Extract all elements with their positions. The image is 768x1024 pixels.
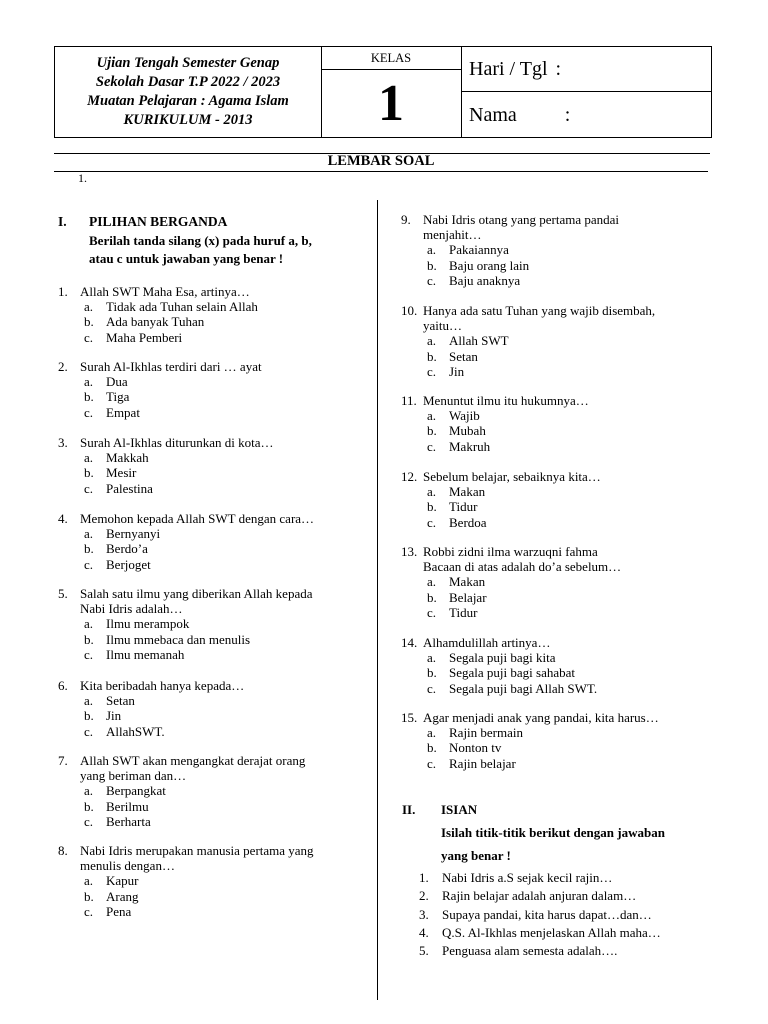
exam-info-line: KURIKULUM - 2013: [123, 112, 253, 128]
option-letter: c.: [84, 329, 94, 345]
answer-option[interactable]: [84, 873, 384, 888]
option-letter: a.: [427, 408, 437, 424]
option-text: Mubah: [449, 423, 486, 439]
option-letter: a.: [84, 526, 94, 542]
section-2-instruction: yang benar !: [441, 848, 511, 863]
question-text: Bacaan di atas adalah do’a sebelum…: [423, 559, 622, 575]
option-letter: b.: [427, 348, 437, 364]
option-letter: b.: [84, 541, 94, 557]
option-text: Ilmu memanah: [106, 646, 185, 662]
question-number: 15.: [401, 710, 418, 725]
answer-option[interactable]: [84, 374, 384, 389]
option-letter: c.: [84, 480, 94, 496]
question-text: Surah Al-Ikhlas diturunkan di kota…: [80, 435, 274, 450]
title-rule-bottom: [54, 171, 708, 172]
option-letter: a.: [427, 484, 437, 500]
option-text: Ilmu mmebaca dan menulis: [106, 631, 251, 647]
option-text: Baju anaknya: [449, 272, 521, 288]
answer-option[interactable]: [427, 499, 727, 514]
answer-option[interactable]: [84, 693, 384, 708]
option-text: Tidak ada Tuhan selain Allah: [106, 299, 258, 315]
question-number: 2.: [58, 359, 68, 374]
fill-in-text: Rajin belajar adalah anjuran dalam…: [442, 888, 637, 904]
kelas-label: KELAS: [321, 47, 461, 70]
question-number: 1.: [58, 284, 68, 299]
option-text: Makruh: [449, 438, 491, 454]
answer-option[interactable]: [427, 740, 727, 755]
option-text: Tidur: [449, 499, 478, 515]
option-letter: b.: [84, 888, 94, 904]
kelas-cell: [321, 47, 462, 137]
option-text: Nonton tv: [449, 740, 502, 756]
option-letter: a.: [427, 574, 437, 590]
answer-option[interactable]: [427, 590, 727, 605]
question-number: 5.: [58, 586, 68, 601]
option-text: Berdoa: [449, 514, 487, 530]
option-text: Arang: [106, 888, 139, 904]
fill-in-number: 4.: [419, 924, 429, 940]
option-letter: b.: [427, 423, 437, 439]
option-text: Empat: [106, 404, 140, 420]
question-number: 11.: [401, 393, 417, 408]
answer-option[interactable]: [427, 242, 727, 257]
option-text: Rajin bermain: [449, 725, 524, 741]
exam-info-line: Sekolah Dasar T.P 2022 / 2023: [95, 74, 281, 90]
option-letter: c.: [427, 514, 437, 530]
option-letter: a.: [427, 650, 437, 666]
answer-option[interactable]: [427, 515, 727, 530]
answer-option[interactable]: [84, 632, 384, 647]
header-table: [54, 46, 712, 138]
option-text: Jin: [449, 363, 465, 379]
option-text: Segala puji bagi kita: [449, 650, 556, 666]
option-text: AllahSWT.: [106, 723, 165, 739]
option-letter: b.: [84, 314, 94, 330]
option-text: Mesir: [106, 465, 137, 481]
answer-option[interactable]: [427, 725, 727, 740]
option-text: Palestina: [106, 480, 153, 496]
option-letter: b.: [427, 589, 437, 605]
option-text: Dua: [106, 374, 128, 390]
answer-option[interactable]: [84, 526, 384, 541]
option-letter: c.: [427, 363, 437, 379]
option-letter: c.: [84, 404, 94, 420]
question-text: menulis dengan…: [80, 858, 175, 874]
question-number: 3.: [58, 435, 68, 450]
fill-in-number: 5.: [419, 943, 429, 959]
option-letter: b.: [84, 798, 94, 814]
option-text: Pakaiannya: [449, 242, 509, 258]
option-letter: b.: [427, 740, 437, 756]
option-letter: c.: [427, 438, 437, 454]
answer-option[interactable]: [427, 439, 727, 454]
question-text: yaitu…: [423, 318, 462, 334]
option-text: Bernyanyi: [106, 526, 161, 542]
option-text: Wajib: [449, 408, 480, 424]
option-text: Setan: [449, 348, 478, 364]
answer-option[interactable]: [84, 299, 384, 314]
question-text: Allah SWT Maha Esa, artinya…: [80, 284, 250, 299]
answer-option[interactable]: [84, 557, 384, 572]
question-number: 13.: [401, 544, 418, 559]
option-letter: c.: [84, 813, 94, 829]
option-text: Setan: [106, 693, 135, 709]
option-letter: a.: [84, 616, 94, 632]
fill-in-text: Nabi Idris a.S sejak kecil rajin…: [442, 870, 613, 885]
nama-label: Nama: [469, 104, 517, 126]
section-1-instruction: atau c untuk jawaban yang benar !: [89, 251, 284, 266]
option-text: Jin: [106, 708, 122, 724]
nama-colon: :: [564, 104, 571, 126]
question-number: 8.: [58, 843, 68, 858]
option-letter: b.: [427, 257, 437, 273]
answer-option[interactable]: [84, 889, 384, 904]
option-text: Tidur: [449, 604, 478, 620]
option-text: Makkah: [106, 450, 149, 466]
answer-option[interactable]: [427, 408, 727, 423]
section-2-title: ISIAN: [441, 802, 478, 817]
option-letter: c.: [427, 604, 437, 620]
fill-in-number: 1.: [419, 870, 429, 885]
question-number: 6.: [58, 678, 68, 693]
option-text: Tiga: [106, 389, 130, 405]
fill-in-number: 2.: [419, 888, 429, 904]
option-letter: a.: [84, 299, 94, 315]
answer-option[interactable]: [84, 708, 384, 723]
option-letter: c.: [427, 680, 437, 696]
answer-option[interactable]: [84, 616, 384, 631]
option-letter: a.: [84, 873, 94, 889]
section-2-number: II.: [402, 802, 416, 817]
option-letter: a.: [84, 783, 94, 799]
answer-option[interactable]: [84, 389, 384, 404]
answer-option[interactable]: [427, 574, 727, 589]
hari-tgl-field[interactable]: [461, 47, 711, 92]
hari-tgl-label: Hari / Tgl: [469, 58, 548, 80]
option-text: Berpangkat: [106, 783, 166, 799]
answer-option[interactable]: [427, 423, 727, 438]
question-number: 9.: [401, 212, 411, 227]
question-text: Hanya ada satu Tuhan yang wajib disembah,: [423, 303, 656, 318]
option-letter: a.: [84, 450, 94, 466]
option-text: Segala puji bagi sahabat: [449, 665, 575, 681]
option-text: Berilmu: [106, 798, 149, 814]
answer-option[interactable]: [427, 333, 727, 348]
option-letter: a.: [427, 725, 437, 741]
option-text: Segala puji bagi Allah SWT.: [449, 680, 598, 696]
hari-tgl-colon: :: [555, 58, 562, 80]
option-letter: a.: [84, 374, 94, 390]
option-text: Ada banyak Tuhan: [106, 314, 205, 330]
answer-option[interactable]: [427, 484, 727, 499]
answer-option[interactable]: [84, 405, 384, 420]
fill-in-text: Supaya pandai, kita harus dapat…dan…: [442, 906, 652, 922]
answer-option[interactable]: [427, 349, 727, 364]
fill-in-text: Q.S. Al-Ikhlas menjelaskan Allah maha…: [442, 924, 661, 940]
option-text: Berjoget: [106, 556, 151, 572]
option-letter: c.: [84, 903, 94, 919]
option-text: Rajin belajar: [449, 755, 516, 771]
question-text: Allah SWT akan mengangkat derajat orang: [80, 753, 306, 768]
question-text: menjahit…: [423, 227, 482, 243]
question-number: 14.: [401, 635, 418, 650]
answer-option[interactable]: [84, 647, 384, 662]
answer-option[interactable]: [427, 273, 727, 288]
exam-info-cell: [55, 47, 322, 137]
answer-option[interactable]: [427, 258, 727, 273]
answer-option[interactable]: [427, 650, 727, 665]
option-text: Baju orang lain: [449, 257, 530, 273]
question-text: Sebelum belajar, sebaiknya kita…: [423, 469, 601, 484]
section-1-number: I.: [58, 214, 67, 229]
question-number: 7.: [58, 753, 68, 768]
option-letter: c.: [84, 556, 94, 572]
option-text: Belajar: [449, 589, 487, 605]
question-number: 4.: [58, 511, 68, 526]
option-letter: c.: [84, 646, 94, 662]
option-text: Pena: [106, 903, 132, 919]
option-letter: b.: [84, 631, 94, 647]
option-letter: c.: [427, 755, 437, 771]
option-text: Allah SWT: [449, 333, 509, 349]
fill-in-number: 3.: [419, 906, 429, 922]
question-text: Kita beribadah hanya kepada…: [80, 678, 245, 693]
question-text: Surah Al-Ikhlas terdiri dari … ayat: [80, 359, 262, 374]
answer-option[interactable]: [84, 314, 384, 329]
option-letter: a.: [84, 693, 94, 709]
option-letter: c.: [84, 723, 94, 739]
answer-option[interactable]: [84, 330, 384, 345]
option-text: Berharta: [106, 813, 151, 829]
option-text: Kapur: [106, 873, 139, 889]
exam-info-line: Muatan Pelajaran : Agama Islam: [87, 93, 289, 109]
exam-info-line: Ujian Tengah Semester Genap: [96, 55, 280, 71]
option-letter: b.: [427, 499, 437, 515]
option-letter: b.: [84, 708, 94, 724]
question-text: yang beriman dan…: [80, 768, 187, 784]
answer-option[interactable]: [84, 904, 384, 919]
question-text: Nabi Idris adalah…: [80, 601, 183, 617]
question-text: Agar menjadi anak yang pandai, kita harus…: [423, 710, 659, 725]
option-text: Makan: [449, 484, 486, 500]
question-text: Nabi Idris otang yang pertama pandai: [423, 212, 620, 227]
answer-option[interactable]: [84, 541, 384, 556]
question-text: Robbi zidni ilma warzuqni fahma: [423, 544, 598, 559]
option-letter: a.: [427, 333, 437, 349]
question-text: Menuntut ilmu itu hukumnya…: [423, 393, 589, 408]
option-text: Maha Pemberi: [106, 329, 183, 345]
answer-option[interactable]: [84, 481, 384, 496]
answer-option[interactable]: [427, 364, 727, 379]
question-text: Alhamdulillah artinya…: [423, 635, 551, 650]
question-number: 12.: [401, 469, 418, 484]
kelas-value: 1: [378, 75, 404, 132]
answer-option[interactable]: [427, 681, 727, 696]
option-text: Makan: [449, 574, 486, 590]
section-2-instruction: Isilah titik-titik berikut dengan jawaban: [441, 825, 665, 840]
option-letter: b.: [84, 465, 94, 481]
option-letter: b.: [84, 389, 94, 405]
stray-number: 1.: [78, 171, 87, 185]
answer-option[interactable]: [84, 465, 384, 480]
option-letter: b.: [427, 665, 437, 681]
option-letter: c.: [427, 272, 437, 288]
answer-option[interactable]: [84, 799, 384, 814]
option-text: Ilmu merampok: [106, 616, 190, 632]
answer-option[interactable]: [84, 783, 384, 798]
student-info-cell: [461, 47, 711, 137]
option-letter: a.: [427, 242, 437, 258]
answer-option[interactable]: [84, 724, 384, 739]
question-text: Salah satu ilmu yang diberikan Allah kepada: [80, 586, 313, 601]
question-text: Nabi Idris merupakan manusia pertama yang: [80, 843, 314, 858]
answer-option[interactable]: [84, 450, 384, 465]
question-text: Memohon kepada Allah SWT dengan cara…: [80, 511, 315, 526]
page-title: LEMBAR SOAL: [327, 153, 435, 169]
answer-option[interactable]: [84, 814, 384, 829]
answer-option[interactable]: [427, 756, 727, 771]
section-1-instruction: Berilah tanda silang (x) pada huruf a, b,: [89, 233, 312, 248]
section-1-title: PILIHAN BERGANDA: [89, 214, 228, 229]
answer-option[interactable]: [427, 605, 727, 620]
option-text: Berdo’a: [106, 541, 148, 557]
question-number: 10.: [401, 303, 418, 318]
answer-option[interactable]: [427, 665, 727, 680]
fill-in-text: Penguasa alam semesta adalah….: [442, 943, 618, 959]
nama-field[interactable]: [461, 93, 711, 137]
